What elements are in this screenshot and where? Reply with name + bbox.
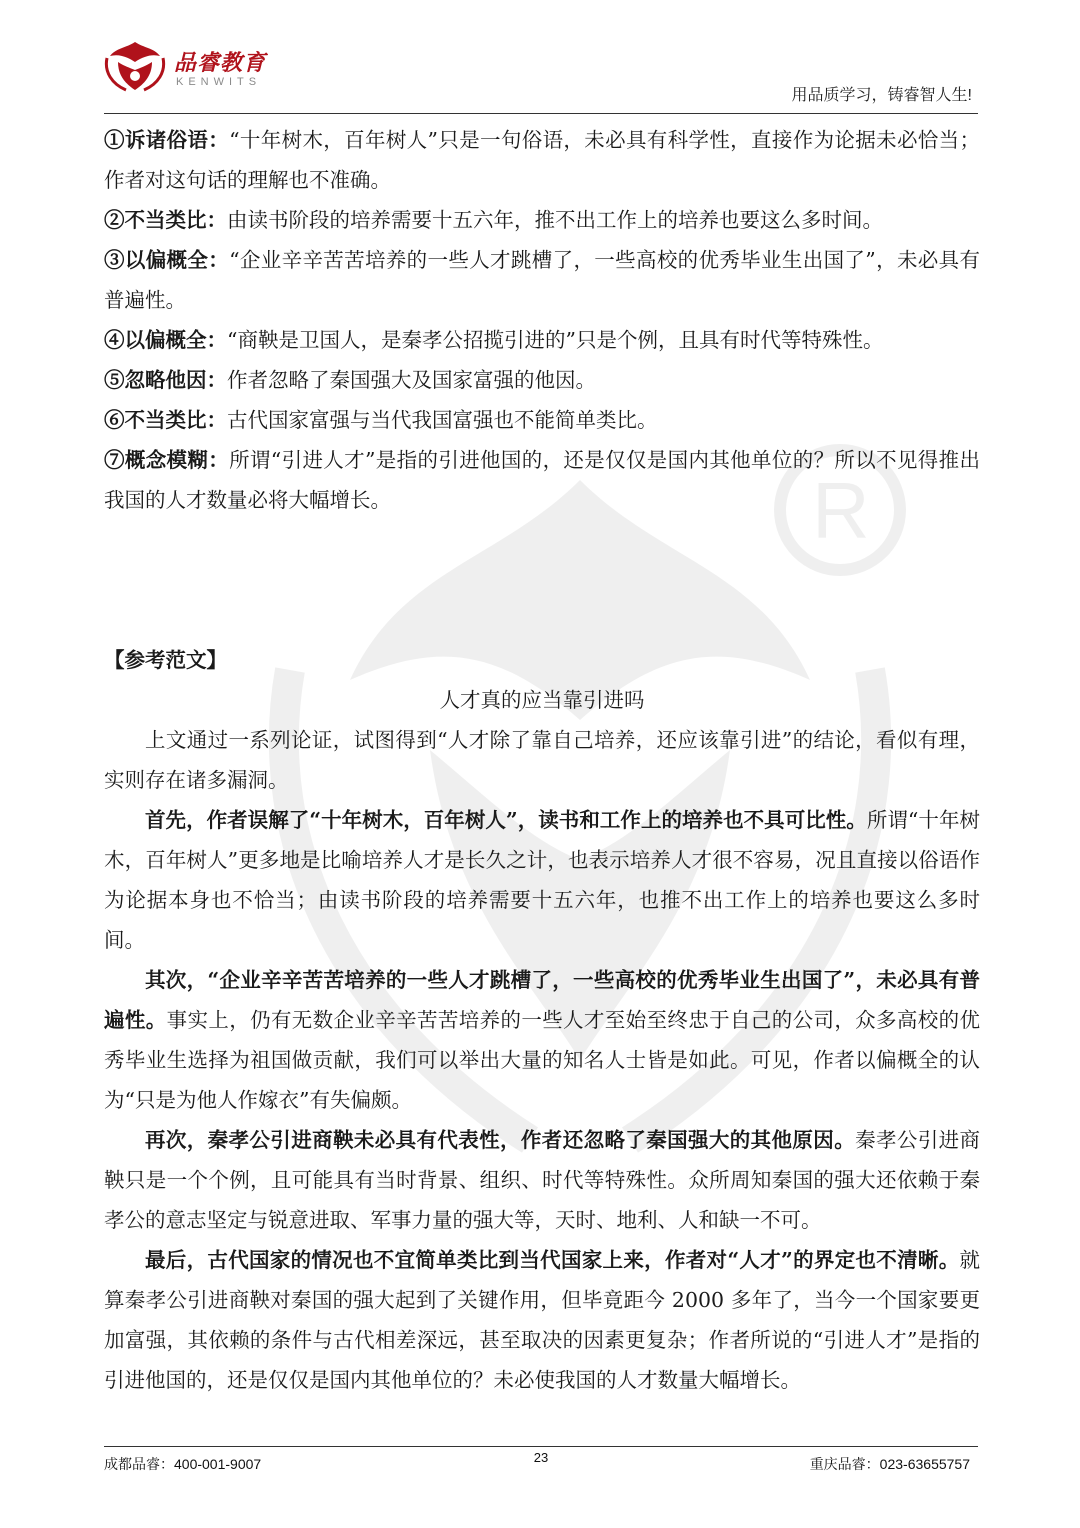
analysis-item-1 [104, 120, 980, 200]
essay-paragraph-2 [104, 800, 980, 960]
analysis-label: ⑦概念模糊： [104, 448, 230, 472]
page-header [104, 38, 978, 114]
analysis-item-7 [104, 440, 980, 520]
header-slogan: 用品质学习，铸睿智人生! [791, 87, 972, 104]
page-number: 23 [533, 1450, 549, 1465]
analysis-item-5 [104, 360, 980, 400]
analysis-item-3 [104, 240, 980, 320]
footer-chengdu-contact: 成都品睿：400-001-9007 [104, 1456, 262, 1472]
analysis-text: “企业辛辛苦苦培养的一些人才跳槽了，一些高校的优秀毕业生出国了”，未必具有普遍性。 [104, 248, 980, 312]
analysis-label: ④以偏概全： [104, 328, 227, 352]
brand-name-en: KENWITS [176, 76, 262, 88]
page-footer [104, 1450, 978, 1480]
essay-paragraph-lead: 首先，作者误解了“十年树木，百年树人”，读书和工作上的培养也不具可比性。 [145, 808, 867, 832]
essay-paragraph-text: 所谓“十年树木，百年树人”更多地是比喻培养人才是长久之计，也表示培养人才很不容易，况且直接以俗语作为论据本身也不恰当；由读书阶段的培养需要十五六年，也推不出工作上的培养也要这么多时间。 [104, 808, 980, 952]
essay-paragraph-lead: 再次，秦孝公引进商鞅未必具有代表性，作者还忽略了秦国强大的其他原因。 [145, 1128, 856, 1152]
header-divider [104, 113, 978, 114]
analysis-text: 所谓“引进人才”是指的引进他国的，还是仅仅是国内其他单位的？所以不见得推出我国的人才数量必将大幅增长。 [104, 448, 980, 512]
footer-chongqing-contact: 重庆品睿：023-63655757 [809, 1456, 970, 1472]
essay-paragraph-3 [104, 960, 980, 1120]
analysis-text: 作者忽略了秦国强大及国家富强的他因。 [227, 368, 596, 392]
essay-title: 人才真的应当靠引进吗 [439, 688, 645, 712]
section-spacer [104, 520, 980, 640]
analysis-text: “商鞅是卫国人，是秦孝公招揽引进的”只是个例，且具有时代等特殊性。 [227, 328, 884, 352]
analysis-label: ③以偏概全： [104, 248, 230, 272]
footer-divider [104, 1446, 978, 1447]
essay-paragraph-lead: 其次，“企业辛辛苦苦培养的一些人才跳槽了，一些高校的优秀毕业生出国了”，未必具有普遍性。 [104, 968, 980, 1032]
analysis-item-2 [104, 200, 980, 240]
analysis-text: 古代国家富强与当代我国富强也不能简单类比。 [227, 408, 658, 432]
analysis-label: ②不当类比： [104, 208, 227, 232]
essay-paragraph-text: 就算秦孝公引进商鞅对秦国的强大起到了关键作用，但毕竟距今 2000 多年了，当今一个国家要更加富强，其依赖的条件与古代相差深远，甚至取决的因素更复杂；作者所说的“引进人才”是指的引进他国的，还是仅仅是国内其他单位的？未必使我国的人才数量大幅增长。 [104, 1248, 980, 1392]
analysis-text: “十年树木，百年树人”只是一句俗语，未必具有科学性，直接作为论据未必恰当；作者对这句话的理解也不准确。 [104, 128, 980, 192]
essay-paragraph-lead: 最后，古代国家的情况也不宜简单类比到当代国家上来，作者对“人才”的界定也不清晰。 [145, 1248, 960, 1272]
svg-text:R: R [812, 466, 870, 555]
essay-paragraph-text: 秦孝公引进商鞅只是一个个例，且可能具有当时背景、组织、时代等特殊性。众所周知秦国的强大还依赖于秦孝公的意志坚定与锐意进取、军事力量的强大等，天时、地利、人和缺一不可。 [104, 1128, 981, 1232]
analysis-text: 由读书阶段的培养需要十五六年，推不出工作上的培养也要这么多时间。 [227, 208, 883, 232]
essay-paragraph-text: 事实上，仍有无数企业辛辛苦苦培养的一些人才至始至终忠于自己的公司，众多高校的优秀毕业生选择为祖国做贡献，我们可以举出大量的知名人士皆是如此。可见，作者以偏概全的认为“只是为他人作嫁衣”有失偏颇。 [104, 1008, 981, 1112]
analysis-label: ①诉诸俗语： [104, 128, 230, 152]
essay-paragraph-1 [104, 720, 980, 800]
essay-paragraph-5 [104, 1240, 980, 1400]
essay-paragraph-text: 上文通过一系列论证，试图得到“人才除了靠自己培养，还应该靠引进”的结论，看似有理，实则存在诸多漏洞。 [104, 728, 980, 792]
essay-section-label: 【参考范文】 [104, 648, 227, 672]
analysis-label: ⑥不当类比： [104, 408, 227, 432]
essay-paragraph-4 [104, 1120, 980, 1240]
analysis-item-6 [104, 400, 980, 440]
analysis-label: ⑤忽略他因： [104, 368, 227, 392]
analysis-item-4 [104, 320, 980, 360]
document-body [104, 120, 980, 1400]
kenwits-logo-icon [104, 40, 166, 92]
brand-name-cn: 品睿教育 [174, 50, 267, 76]
